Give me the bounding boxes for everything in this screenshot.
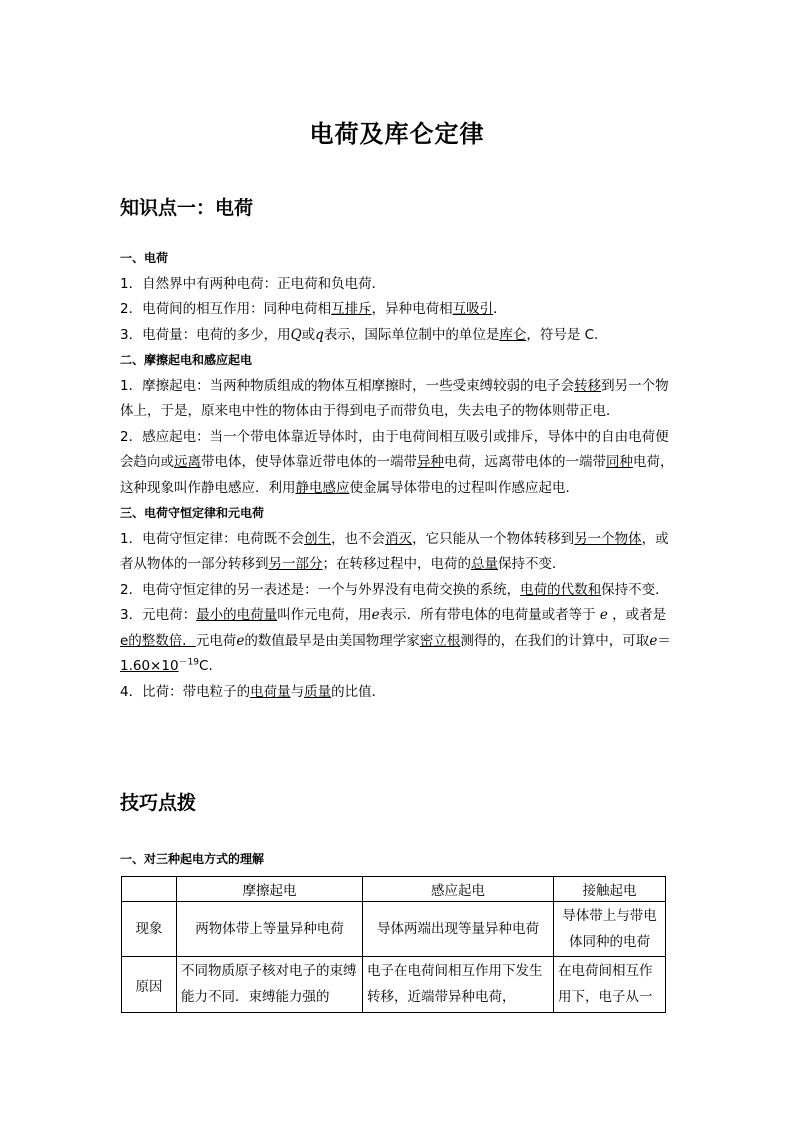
underlined-answer: 密立根 [419, 632, 461, 649]
underlined-answer: 总量 [471, 556, 498, 572]
underlined-answer: 质量 [304, 683, 332, 700]
underlined-answer: 电荷的代数和 [520, 581, 602, 598]
underlined-answer: 互排斥 [331, 301, 372, 317]
paragraph: 2．电荷守恒定律的另一表述是：一个与外界没有电荷交换的系统，电荷的代数和保持不变． [120, 581, 669, 598]
subsection-label-charge: 一、电荷 [120, 251, 169, 265]
table-header-cell [122, 877, 177, 902]
table-cell: 导体两端出现等量异种电荷 [363, 902, 554, 957]
table-header-row [122, 877, 666, 902]
table-cell: 电子在电荷间相互作用下发生转移，近端带异种电荷， [363, 957, 554, 1013]
paragraph: 3．元电荷：最小的电荷量叫作元电荷，用e表示．所有带电体的电荷量或者等于 e ，或者是e的整数倍．元电荷e的数值最早是由美国物理学家密立根测得的，在我们的计算中，可取$e=1.60\times 10^{-19}C$. [120, 607, 671, 674]
underlined-answer: 转移 [574, 377, 602, 394]
table-cell: 导体带上与带电体同种的电荷 [554, 902, 666, 957]
paragraph: 4．比荷：带电粒子的电荷量与质量的比值． [120, 683, 386, 700]
subsection-label-electrification: 二、摩擦起电和感应起电 [120, 353, 253, 367]
underlined-answer: e的整数倍． [120, 632, 196, 649]
table-cell: 两物体带上等量异种电荷 [177, 902, 363, 957]
underlined-answer: 互吸引 [452, 301, 494, 317]
table-header-cell: 接触起电 [554, 877, 666, 902]
underlined-answer: 电荷量 [250, 683, 291, 700]
underlined-answer: 异种 [417, 454, 444, 470]
table-row [122, 902, 666, 957]
underlined-answer: 同种 [606, 454, 633, 470]
underlined-answer: 1.60×10 [120, 658, 179, 674]
underlined-answer: 最小的电荷量 [196, 607, 278, 623]
paragraph: 2．感应起电：当一个带电体靠近导体时，由于电荷间相互吸引或排斥，导体中的自由电荷便会趋向或远离带电体，使导体靠近带电体的一端带异种电荷，远离带电体的一端带同种电荷，这种现象叫作静电感应．利用静电感应使金属导体带电的过程叫作感应起电． [120, 428, 674, 496]
underlined-answer: 库仑 [499, 326, 527, 343]
paragraph: 1．自然界中有两种电荷：正电荷和负电荷． [120, 275, 386, 292]
underlined-answer: 创生 [304, 530, 332, 547]
underlined-answer: 另一部分 [268, 556, 323, 572]
underlined-answer: 消灭 [385, 530, 413, 547]
row-label-cell: 现象 [122, 902, 177, 957]
paragraph: 1．电荷守恒定律：电荷既不会创生，也不会消灭，它只能从一个物体转移到另一个物体，或者从物体的一部分转移到另一部分；在转移过程中，电荷的总量保持不变． [120, 530, 669, 572]
knowledge-content [120, 246, 674, 705]
section-heading-tips: 技巧点拨 [120, 792, 197, 814]
table-header-cell: 摩擦起电 [177, 877, 363, 902]
page-title: 电荷及库仑定律 [309, 120, 485, 148]
row-label-cell: 原因 [122, 957, 177, 1013]
paragraph: 1．摩擦起电：当两种物质组成的物体互相摩擦时，一些受束缚较弱的电子会转移到另一个物体上，于是，原来电中性的物体由于得到电子而带负电，失去电子的物体则带正电． [120, 377, 669, 419]
subsection-label-conservation: 三、电荷守恒定律和元电荷 [120, 506, 265, 520]
table-header-cell: 感应起电 [363, 877, 554, 902]
paragraph: 2．电荷间的相互作用：同种电荷相互排斥，异种电荷相互吸引． [120, 301, 507, 317]
table-cell: 在电荷间相互作用下，电子从一 [554, 957, 666, 1013]
underlined-answer: 远离 [174, 454, 201, 470]
underlined-answer: 静电感应 [295, 479, 350, 496]
paragraph: 3．电荷量：电荷的多少，用Q或q表示，国际单位制中的单位是库仑，符号是 C. [120, 326, 599, 343]
comparison-table [121, 876, 666, 1013]
table-cell: 不同物质原子核对电子的束缚能力不同．束缚能力强的 [177, 957, 363, 1013]
underlined-answer: 另一个物体 [574, 530, 642, 547]
table-caption: 一、对三种起电方式的理解 [120, 852, 265, 866]
table-row [122, 957, 666, 1013]
section-heading-knowledge: 知识点一：电荷 [120, 197, 254, 219]
